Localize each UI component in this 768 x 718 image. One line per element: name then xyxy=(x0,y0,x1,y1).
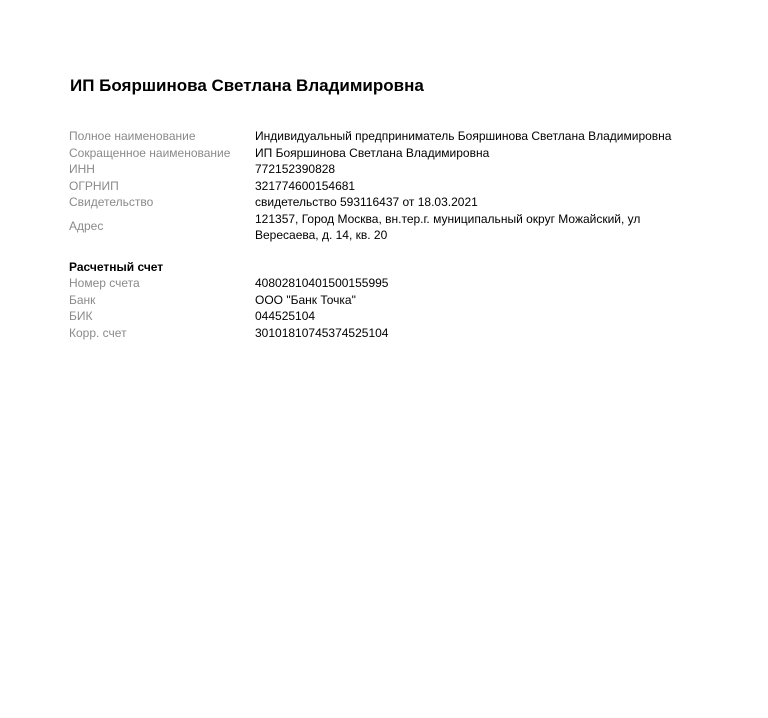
address-value: 121357, Город Москва, вн.тер.г. муниципальный округ Можайский, ул Вересаева, д. 14, кв. 20 xyxy=(255,211,641,242)
bank-row xyxy=(69,292,709,309)
bank-account-section xyxy=(69,259,709,341)
company-details-section xyxy=(69,128,709,243)
inn-row xyxy=(69,161,709,178)
bik-value: 044525104 xyxy=(255,309,316,323)
corr-account-label: Корр. счет xyxy=(69,325,127,340)
ogrnip-row xyxy=(69,178,709,195)
corr-account-row xyxy=(69,325,709,342)
account-number-label: Номер счета xyxy=(69,276,140,290)
full-name-value: Индивидуальный предприниматель Бояршинова Светлана Владимировна xyxy=(255,129,672,143)
address-label: Адрес xyxy=(69,219,104,234)
bank-account-heading: Расчетный счет xyxy=(69,260,164,274)
address-row xyxy=(69,211,709,243)
certificate-value: свидетельство 593116437 от 18.03.2021 xyxy=(255,195,478,209)
full-name-label: Полное наименование xyxy=(69,129,196,143)
short-name-value: ИП Бояршинова Светлана Владимировна xyxy=(255,145,490,160)
bank-label: Банк xyxy=(69,292,96,307)
inn-value: 772152390828 xyxy=(255,162,336,176)
bik-row xyxy=(69,308,709,325)
account-number-row xyxy=(69,275,709,292)
ogrnip-value: 321774600154681 xyxy=(255,178,356,193)
bik-label: БИК xyxy=(69,309,93,323)
full-name-row xyxy=(69,128,709,145)
short-name-label: Сокращенное наименование xyxy=(69,145,231,160)
bank-value: ООО "Банк Точка" xyxy=(255,292,356,307)
page-title: ИП Бояршинова Светлана Владимировна xyxy=(70,76,424,95)
inn-label: ИНН xyxy=(69,162,95,176)
corr-account-value: 30101810745374525104 xyxy=(255,325,389,340)
ogrnip-label: ОГРНИП xyxy=(69,178,119,193)
account-number-value: 40802810401500155995 xyxy=(255,276,389,290)
certificate-label: Свидетельство xyxy=(69,195,154,209)
certificate-row xyxy=(69,194,709,211)
short-name-row xyxy=(69,145,709,162)
